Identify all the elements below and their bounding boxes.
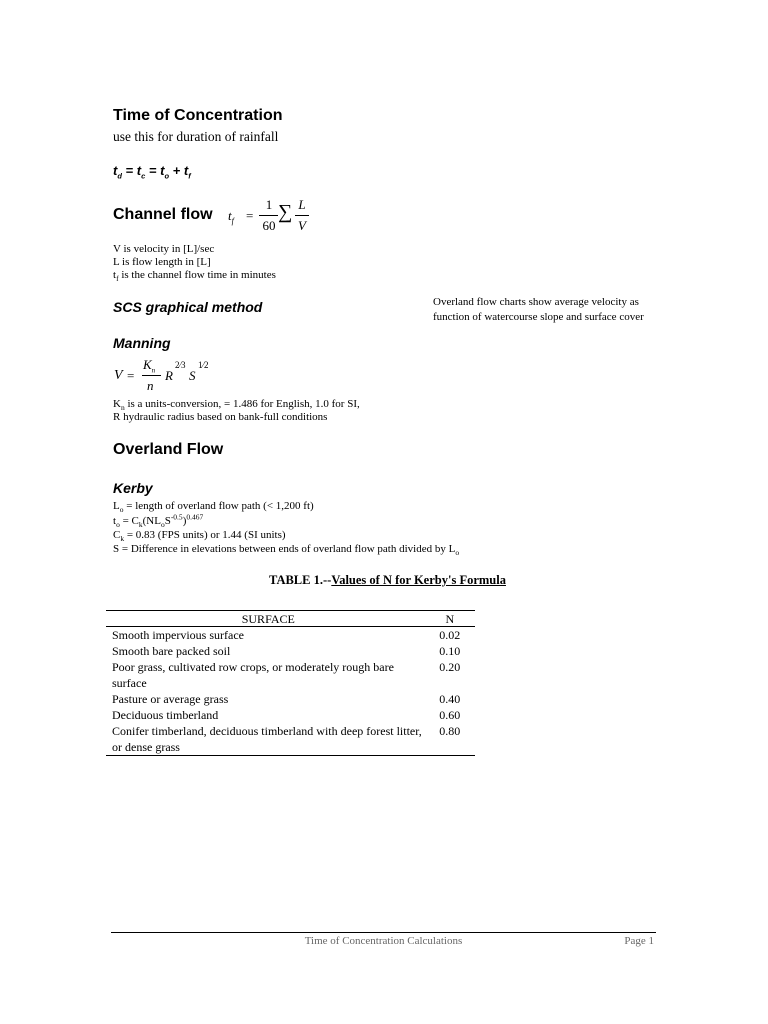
table-row	[106, 643, 475, 659]
manning-def-r: R hydraulic radius based on bank-full conditions	[113, 411, 328, 423]
duration-equation: $t_d = t_c = t_o + t_f$	[113, 163, 191, 181]
table-cell-surface: Deciduous timberland	[112, 708, 219, 722]
channel-fraction-bar-2	[295, 215, 309, 216]
manning-V: V	[114, 368, 123, 383]
scs-note-line2: function of watercourse slope and surface cover	[433, 311, 644, 323]
footer-rule	[111, 932, 656, 933]
table-row	[106, 627, 475, 644]
table-cell-n: 0.40	[439, 692, 461, 706]
channel-def-v: V is velocity in [L]/sec	[113, 243, 215, 255]
channel-fraction-bar	[259, 215, 278, 216]
channel-flow-heading: Channel flow	[113, 206, 213, 223]
table-cell-surface: Pasture or average grass	[112, 692, 229, 706]
page-subtitle: use this for duration of rainfall	[113, 129, 279, 144]
overland-flow-heading: Overland Flow	[113, 441, 224, 458]
manning-n: n	[147, 378, 154, 393]
sigma-symbol: ∑	[278, 201, 293, 223]
page-title: Time of Concentration	[113, 107, 283, 124]
channel-formula-numerator: 1	[265, 197, 273, 212]
manning-K: $K_n$	[143, 357, 156, 375]
manning-def-k: $K_n$ is a units-conversion, = 1.486 for English, 1.0 for SI,	[113, 398, 360, 413]
header-n: N	[425, 611, 475, 627]
kerby-def-ck: $C_k = 0.83$ (FPS units) or 1.44 (SI units)	[113, 529, 286, 544]
manning-S-exponent: 1⁄2	[198, 360, 209, 370]
channel-formula-V: V	[298, 218, 306, 233]
kerby-heading: Kerby	[113, 480, 153, 496]
manning-equals: =	[127, 368, 135, 383]
table-cell-surface: Conifer timberland, deciduous timberland with deep forest litter, or dense grass	[106, 723, 425, 756]
kerby-def-s: S = Difference in elevations between ends of overland flow path divided by $L_o$	[113, 543, 460, 558]
table-row	[106, 691, 475, 707]
scs-note-line1: Overland flow charts show average velocity as	[433, 296, 639, 308]
table-cell-n: 0.02	[439, 628, 461, 642]
footer-page-number: Page 1	[624, 935, 654, 947]
scs-heading: SCS graphical method	[113, 299, 263, 315]
manning-R-exponent: 2⁄3	[175, 360, 186, 370]
channel-formula-L: L	[298, 197, 306, 212]
table-row	[106, 659, 475, 691]
kerby-formula: $t_o = C_k(NL_oS^{-0.5})^{0.467}$	[113, 512, 204, 530]
table-cell-n: 0.10	[439, 644, 461, 658]
channel-formula-denominator: 60	[262, 218, 276, 233]
manning-S: S	[189, 368, 196, 383]
table-cell-surface: Poor grass, cultivated row crops, or moderately rough bare surface	[112, 660, 394, 690]
manning-heading: Manning	[113, 335, 171, 351]
kerby-def-lo: $L_o$ = length of overland flow path (< 1,200 ft)	[113, 500, 314, 515]
channel-def-tf: $t_f$ is the channel flow time in minutes	[113, 269, 276, 284]
kerby-table	[106, 610, 475, 756]
table-caption: TABLE 1.--Values of N for Kerby's Formula	[269, 573, 506, 587]
table-header-row	[106, 611, 475, 627]
table-row	[106, 723, 475, 756]
header-surface: SURFACE	[106, 611, 425, 627]
manning-R: R	[165, 368, 173, 383]
channel-formula-equals: =	[246, 208, 254, 223]
channel-formula-lhs: $t_f$	[228, 208, 234, 226]
footer-title: Time of Concentration Calculations	[304, 935, 463, 947]
table-cell-n: 0.20	[439, 660, 461, 674]
table-row	[106, 707, 475, 723]
channel-def-l: L is flow length in [L]	[113, 256, 211, 268]
manning-fraction-bar	[142, 375, 161, 376]
table-cell-n: 0.80	[425, 723, 475, 756]
table-cell-surface: Smooth bare packed soil	[112, 644, 231, 658]
table-cell-n: 0.60	[439, 708, 461, 722]
table-cell-surface: Smooth impervious surface	[112, 628, 244, 642]
